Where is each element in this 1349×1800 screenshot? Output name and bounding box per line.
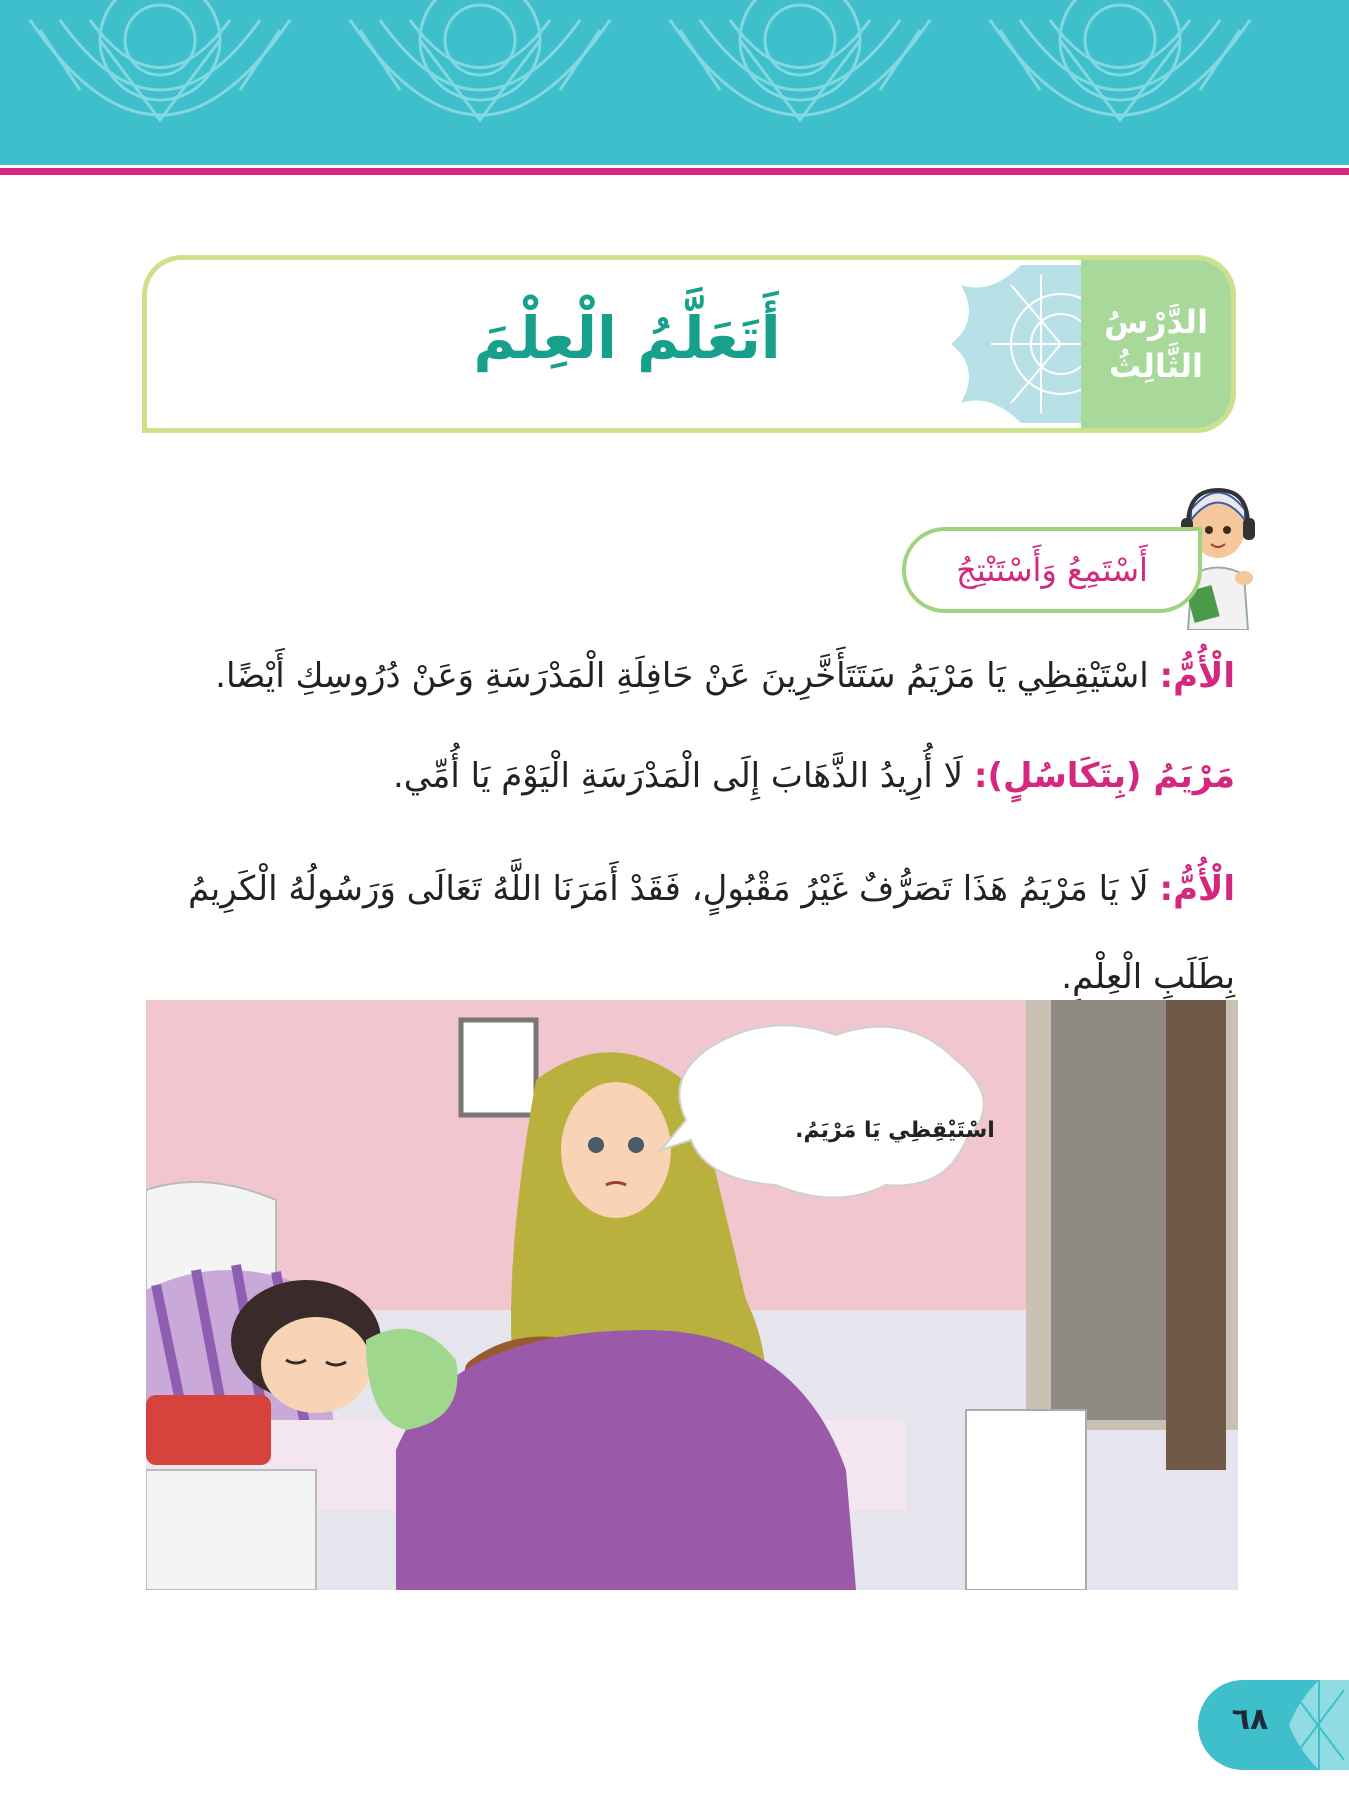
dialogue-line xyxy=(140,752,1235,800)
lesson-tab-line1: الدَّرْسُ xyxy=(1103,303,1209,341)
speech-bubble-text: اسْتَيْقِظِي يَا مَرْيَمُ. xyxy=(795,1118,995,1143)
header-ornament xyxy=(990,0,1250,120)
dialogue-text: لَا يَا مَرْيَمُ هَذَا تَصَرُّفٌ غَيْرُ مَقْبُولٍ، فَقَدْ أَمَرَنَا اللَّهُ تَعَالَى وَرَسُولُهُ الْكَرِيمُ بِطَلَبِ الْعِلْمِ. xyxy=(188,869,1235,997)
speaker-label: الْأُمُّ: xyxy=(1159,656,1235,696)
red-box xyxy=(146,1395,271,1465)
header-divider xyxy=(0,168,1349,175)
speaker-label: الْأُمُّ: xyxy=(1159,869,1235,909)
lesson-title: أَتَعَلَّمُ الْعِلْمَ xyxy=(473,304,781,372)
lesson-number-tab xyxy=(1081,260,1231,428)
nightstand xyxy=(146,1470,316,1590)
speaker-label: مَرْيَمُ (بِتَكَاسُلٍ): xyxy=(973,756,1235,796)
header-pattern xyxy=(0,0,1349,165)
dialogue-line xyxy=(140,845,1235,1021)
header-band xyxy=(0,0,1349,165)
dialogue-line xyxy=(140,652,1235,700)
footboard xyxy=(966,1410,1086,1590)
section-label xyxy=(902,527,1202,613)
door-panel xyxy=(1166,1000,1226,1470)
dialogue-text: اسْتَيْقِظِي يَا مَرْيَمُ سَتَتَأَخَّرِينَ عَنْ حَافِلَةِ الْمَدْرَسَةِ وَعَنْ دُرُوسِكِ أَيْضًا. xyxy=(215,656,1149,696)
arabesque-ornament-icon xyxy=(951,265,1081,423)
bedroom-illustration xyxy=(146,1000,1238,1590)
page-number: ٦٨ xyxy=(1231,1702,1269,1737)
header-ornament xyxy=(670,0,930,120)
page-number-tab xyxy=(1198,1680,1349,1770)
wall-mirror xyxy=(461,1020,536,1115)
lesson-title-frame xyxy=(142,255,1236,433)
header-ornament xyxy=(350,0,610,120)
lesson-tab-line2: الثَّالِثُ xyxy=(1109,347,1203,385)
dialogue-text: لَا أُرِيدُ الذَّهَابَ إِلَى الْمَدْرَسَةِ الْيَوْمَ يَا أُمِّي. xyxy=(393,756,964,796)
page-ornament-icon xyxy=(1289,1680,1349,1770)
header-ornament xyxy=(30,0,290,120)
section-label-text: أَسْتَمِعُ وَأَسْتَنْتِجُ xyxy=(956,551,1148,589)
